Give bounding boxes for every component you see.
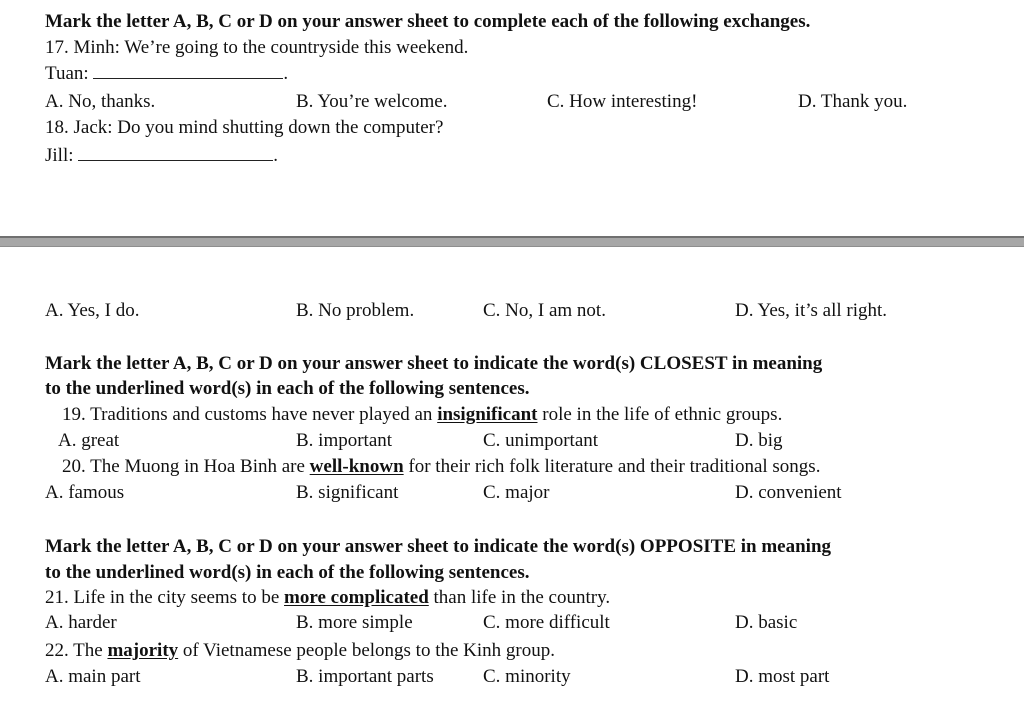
- q17-option-a[interactable]: A. No, thanks.: [45, 91, 156, 112]
- q22-option-d[interactable]: D. most part: [735, 666, 830, 687]
- q20-post: for their rich folk literature and their traditional songs.: [403, 456, 821, 477]
- q20-option-a[interactable]: A. famous: [45, 482, 125, 503]
- closest-instruction-line2: to the underlined word(s) in each of the following sentences.: [45, 378, 530, 399]
- q19-post: role in the life of ethnic groups.: [537, 404, 783, 425]
- q20-option-c[interactable]: C. major: [483, 482, 550, 503]
- q21-post: than life in the country.: [428, 587, 611, 608]
- q22-option-c[interactable]: C. minority: [483, 666, 571, 687]
- q17-option-b[interactable]: B. You’re welcome.: [296, 91, 448, 112]
- q22-option-a[interactable]: A. main part: [45, 666, 141, 687]
- q22-post: of Vietnamese people belongs to the Kinh group.: [178, 640, 556, 661]
- q21-underlined-word: more complicated: [284, 587, 429, 608]
- q17-option-c[interactable]: C. How interesting!: [547, 91, 698, 112]
- q21-prompt: [45, 587, 610, 609]
- answer-blank: [93, 64, 283, 79]
- q22-pre: 22. The: [45, 640, 108, 661]
- q21-option-b[interactable]: B. more simple: [296, 612, 413, 633]
- q19-option-b[interactable]: B. important: [296, 430, 393, 451]
- q19-option-d[interactable]: D. big: [735, 430, 783, 451]
- opposite-instruction-line1: Mark the letter A, B, C or D on your answer sheet to indicate the word(s) OPPOSITE in meaning: [45, 536, 832, 557]
- q18-prompt: 18. Jack: Do you mind shutting down the computer?: [45, 117, 444, 138]
- q19-pre: 19. Traditions and customs have never played an: [62, 404, 438, 425]
- page-divider: [0, 236, 1024, 247]
- q22-option-b[interactable]: B. important parts: [296, 666, 434, 687]
- q21-option-a[interactable]: A. harder: [45, 612, 117, 633]
- q18-answer-line: Jill: .: [45, 145, 279, 166]
- q17-answer-line: Tuan: .: [45, 63, 289, 84]
- q22-prompt: [45, 640, 555, 662]
- q18-option-a[interactable]: A. Yes, I do.: [45, 300, 140, 321]
- q20-option-d[interactable]: D. convenient: [735, 482, 842, 503]
- q17-option-d[interactable]: D. Thank you.: [798, 91, 908, 112]
- exchanges-instruction: Mark the letter A, B, C or D on your answer sheet to complete each of the following exchanges.: [45, 11, 811, 32]
- q20-option-b[interactable]: B. significant: [296, 482, 399, 503]
- q17-speaker: Tuan:: [45, 63, 89, 84]
- closest-instruction-line1: Mark the letter A, B, C or D on your answer sheet to indicate the word(s) CLOSEST in meaning: [45, 353, 823, 374]
- q19-option-c[interactable]: C. unimportant: [483, 430, 599, 451]
- q19-underlined-word: insignificant: [437, 404, 538, 425]
- q21-pre: 21. Life in the city seems to be: [45, 587, 285, 608]
- q21-option-c[interactable]: C. more difficult: [483, 612, 610, 633]
- q20-pre: 20. The Muong in Hoa Binh are: [62, 456, 310, 477]
- q18-option-c[interactable]: C. No, I am not.: [483, 300, 606, 321]
- q17-prompt: 17. Minh: We’re going to the countryside this weekend.: [45, 37, 469, 58]
- q22-underlined-word: majority: [107, 640, 179, 661]
- answer-blank: [78, 146, 273, 161]
- q19-option-a[interactable]: A. great: [58, 430, 120, 451]
- q19-prompt: [62, 404, 782, 426]
- opposite-instruction-line2: to the underlined word(s) in each of the following sentences.: [45, 562, 530, 583]
- q20-underlined-word: well-known: [309, 456, 404, 477]
- q18-option-b[interactable]: B. No problem.: [296, 300, 415, 321]
- q18-speaker: Jill:: [45, 145, 74, 166]
- q21-option-d[interactable]: D. basic: [735, 612, 798, 633]
- q18-option-d[interactable]: D. Yes, it’s all right.: [735, 300, 888, 321]
- q20-prompt: [62, 456, 820, 478]
